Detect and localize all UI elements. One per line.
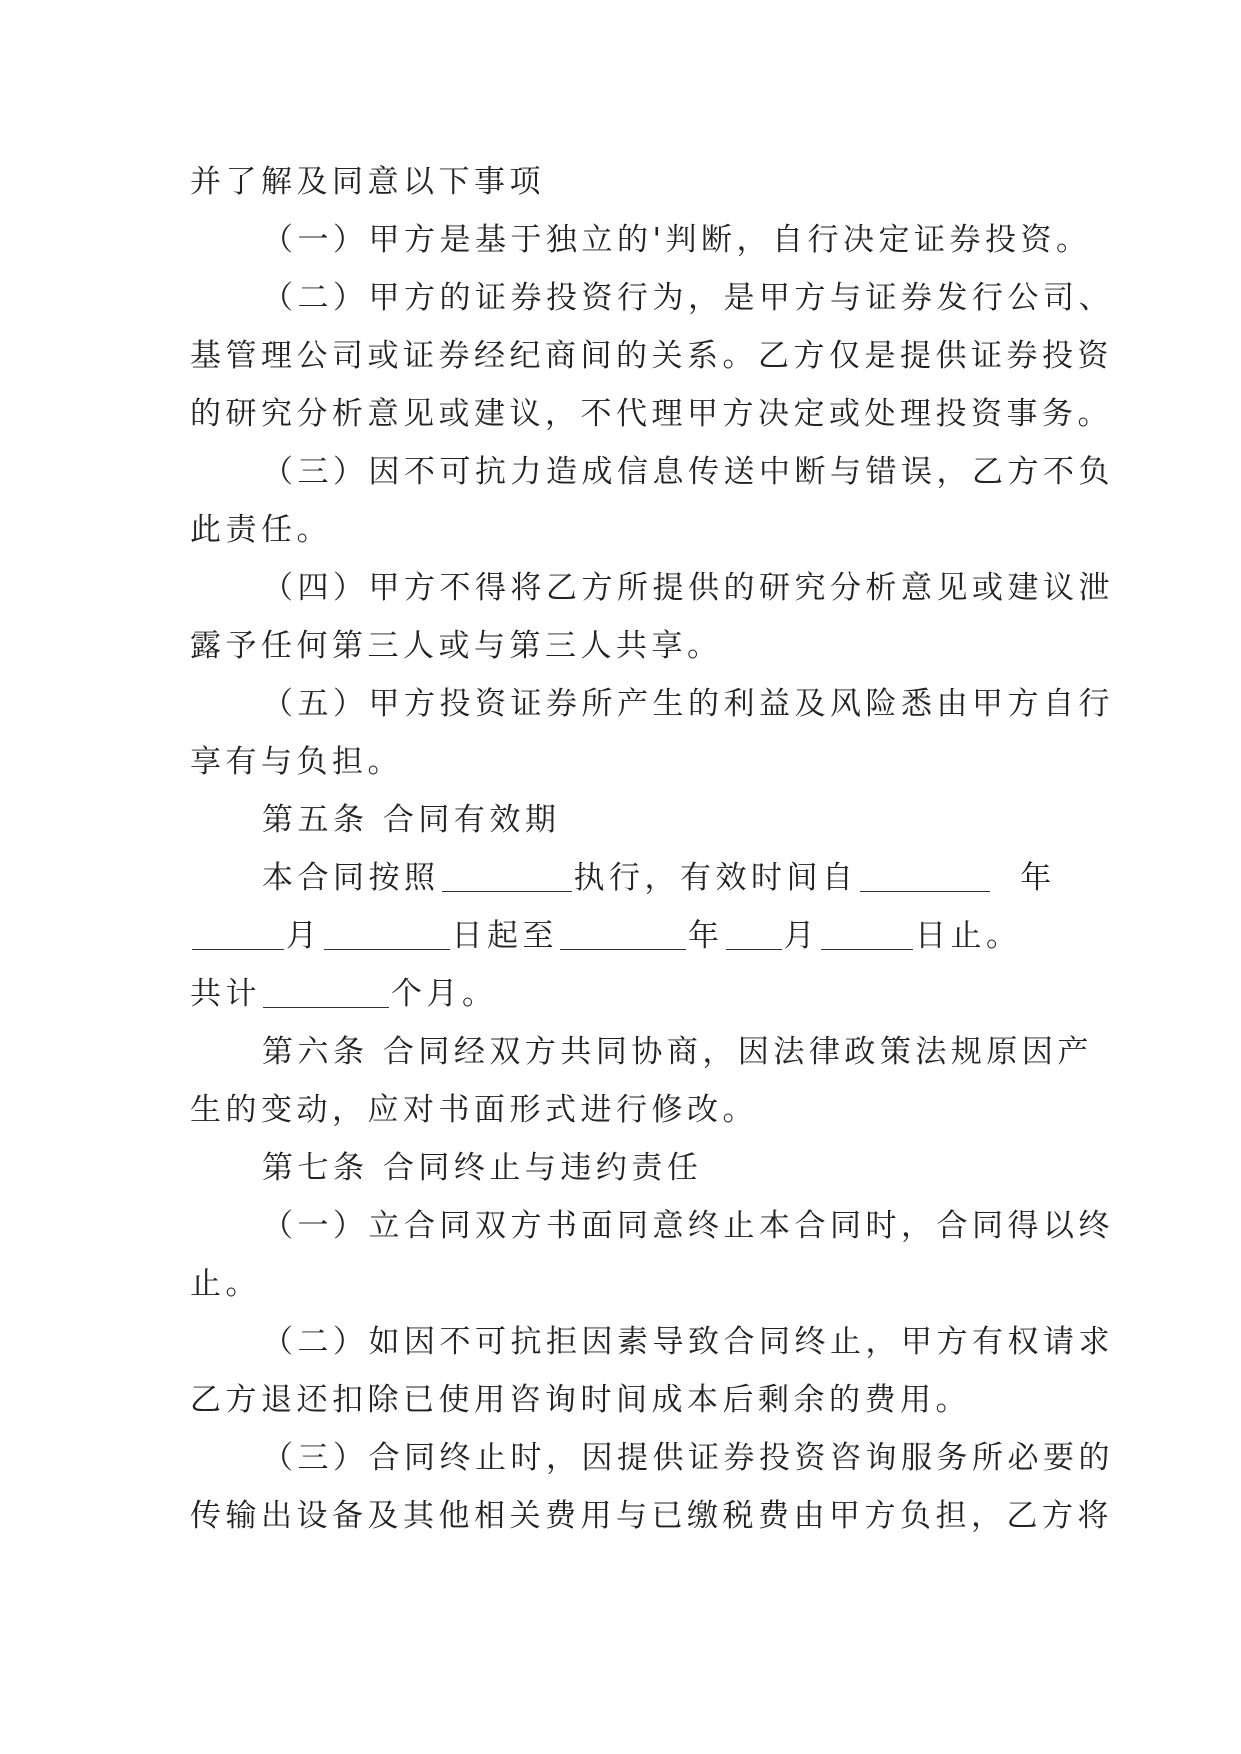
text-line: 生的变动，应对书面形式进行修改。 bbox=[190, 1092, 758, 1128]
section-heading: 第五条 合同有效期 bbox=[262, 802, 561, 838]
blank-field bbox=[560, 919, 686, 950]
text-line: 此责任。 bbox=[190, 512, 332, 548]
blank-field bbox=[860, 861, 990, 892]
blank-field bbox=[263, 977, 389, 1008]
validity-line-3 bbox=[190, 972, 1050, 1016]
validity-text: 本合同按照 bbox=[262, 860, 440, 896]
validity-line-1 bbox=[262, 856, 1122, 900]
validity-text: 月 bbox=[286, 918, 322, 954]
validity-text: 执行，有效时间自 bbox=[573, 860, 858, 896]
section-heading: 第六条 合同经双方共同协商，因法律政策法规原因产 bbox=[262, 1034, 1093, 1070]
validity-text: 日止。 bbox=[915, 918, 1022, 954]
text-line: （二）甲方的证券投资行为，是甲方与证券发行公司、 bbox=[262, 280, 1114, 316]
blank-field bbox=[442, 861, 572, 892]
blank-field bbox=[324, 919, 450, 950]
text-line: 止。 bbox=[190, 1266, 261, 1302]
blank-field bbox=[726, 919, 782, 950]
validity-text: 日起至 bbox=[451, 918, 558, 954]
text-line: 乙方退还扣除已使用咨询时间成本后剩余的费用。 bbox=[190, 1382, 971, 1418]
text-line: （四）甲方不得将乙方所提供的研究分析意见或建议泄 bbox=[262, 570, 1114, 606]
text-line: （一）甲方是基于独立的'判断，自行决定证券投资。 bbox=[262, 222, 1092, 258]
text-line: （二）如因不可抗拒因素导致合同终止，甲方有权请求 bbox=[262, 1324, 1114, 1360]
text-line: 基管理公司或证券经纪商间的关系。乙方仅是提供证券投资 bbox=[190, 338, 1113, 374]
text-line: （三）因不可抗力造成信息传送中断与错误，乙方不负 bbox=[262, 454, 1114, 490]
text-line: 传输出设备及其他相关费用与已缴税费由甲方负担，乙方将 bbox=[190, 1498, 1113, 1534]
validity-text: 年 bbox=[688, 918, 724, 954]
text-line: 享有与负担。 bbox=[190, 744, 403, 780]
validity-text: 个月。 bbox=[391, 976, 498, 1012]
blank-field bbox=[821, 919, 913, 950]
text-line: （三）合同终止时，因提供证券投资咨询服务所必要的 bbox=[262, 1440, 1114, 1476]
section-heading: 第七条 合同终止与违约责任 bbox=[262, 1150, 703, 1186]
text-line: 并了解及同意以下事项 bbox=[190, 164, 545, 200]
text-line: 的研究分析意见或建议，不代理甲方决定或处理投资事务。 bbox=[190, 396, 1113, 432]
validity-text: 共计 bbox=[190, 976, 261, 1012]
text-line: （一）立合同双方书面同意终止本合同时，合同得以终 bbox=[262, 1208, 1114, 1244]
text-line: （五）甲方投资证券所产生的利益及风险悉由甲方自行 bbox=[262, 686, 1114, 722]
text-line: 露予任何第三人或与第三人共享。 bbox=[190, 628, 723, 664]
validity-line-2 bbox=[190, 914, 1050, 958]
validity-text: 月 bbox=[783, 918, 819, 954]
blank-field bbox=[192, 919, 284, 950]
validity-text: 年 bbox=[1020, 860, 1056, 896]
